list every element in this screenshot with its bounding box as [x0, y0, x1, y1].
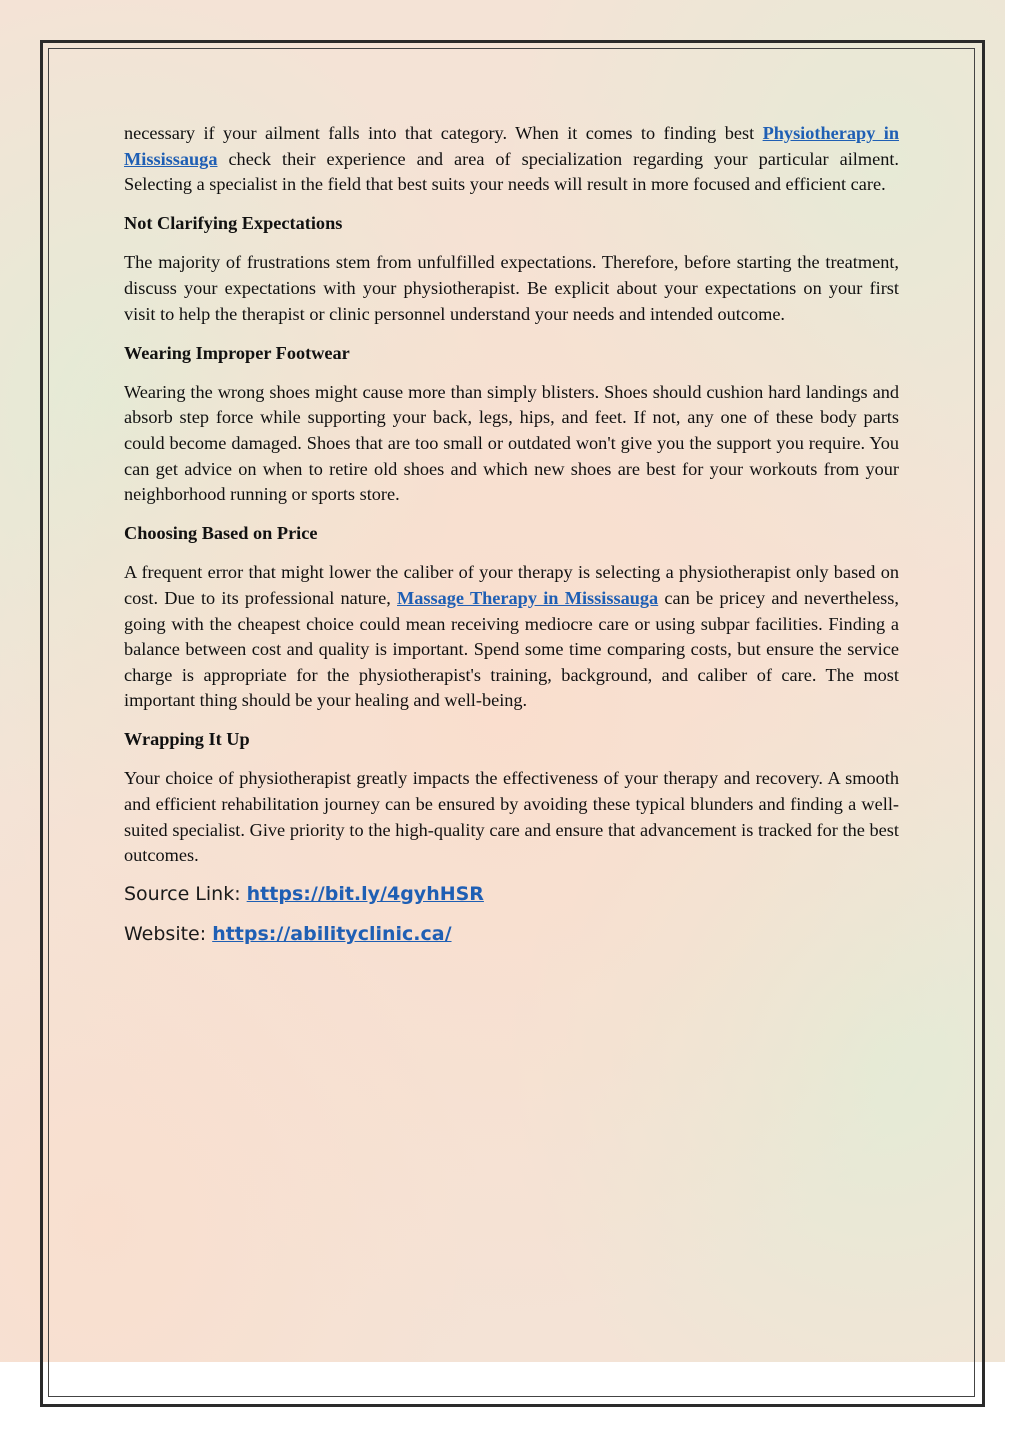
- price-text-before: A frequent error that might lower the caliber of your therapy is selecting a physiotherapist only based on cost. Due to its professional nature,: [124, 562, 899, 608]
- intro-text-after: check their experience and area of specialization regarding your particular ailment. Selecting a specialist in the field that best suits your needs will result in more focused and efficient care.: [124, 148, 899, 195]
- massage-therapy-mississauga-link[interactable]: Massage Therapy in Mississauga: [397, 587, 659, 608]
- section-heading-expectations: Not Clarifying Expectations: [124, 213, 343, 234]
- website-label: Website:: [124, 922, 213, 945]
- document-body: [124, 121, 899, 947]
- page-footer-strip: [52, 1362, 973, 1394]
- source-link-line: [124, 881, 899, 907]
- section-body-wrapping-up: Your choice of physiotherapist greatly impacts the effectiveness of your therapy and recovery. A smooth and efficient rehabilitation journey can be ensured by avoiding these typical blunders and finding a well-suited specialist. Give priority to the high-quality care and ensure that advancement is tracked for the best outcomes.: [124, 768, 899, 866]
- price-text-after: can be pricey and nevertheless, going with the cheapest choice could mean receiving mediocre care or using subpar facilities. Finding a balance between cost and quality is important. Spend some time comparing costs, but ensure the service charge is appropriate for the physiotherapist's training, background, and caliber of care. The most important thing should be your healing and well-being.: [124, 587, 899, 711]
- source-link-label: Source Link:: [124, 882, 247, 905]
- section-heading-wrapping-up: Wrapping It Up: [124, 729, 250, 750]
- website-line: [124, 921, 899, 947]
- section-body-footwear: Wearing the wrong shoes might cause more than simply blisters. Shoes should cushion hard landings and absorb step force while supporting your back, legs, hips, and feet. If not, any one of these body parts could become damaged. Shoes that are too small or outdated won't give you the support you require. You can get advice on when to retire old shoes and which new shoes are best for your workouts from your neighborhood running or sports store.: [124, 381, 899, 505]
- source-link-url[interactable]: https://bit.ly/4gyhHSR: [246, 882, 484, 905]
- intro-paragraph: [124, 121, 899, 198]
- intro-text-before: necessary if your ailment falls into that category. When it comes to finding best: [124, 123, 763, 143]
- section-body-price: [124, 560, 899, 714]
- website-url[interactable]: https://abilityclinic.ca/: [212, 922, 452, 945]
- section-body-expectations: The majority of frustrations stem from unfulfilled expectations. Therefore, before starting the treatment, discuss your expectations with your physiotherapist. Be explicit about your expectations on your first visit to help the therapist or clinic personnel understand your needs and intended outcome.: [124, 252, 899, 324]
- section-heading-price: Choosing Based on Price: [124, 523, 318, 544]
- physiotherapy-mississauga-link[interactable]: Physiotherapy in Mississauga: [124, 123, 899, 169]
- section-heading-footwear: Wearing Improper Footwear: [124, 342, 350, 363]
